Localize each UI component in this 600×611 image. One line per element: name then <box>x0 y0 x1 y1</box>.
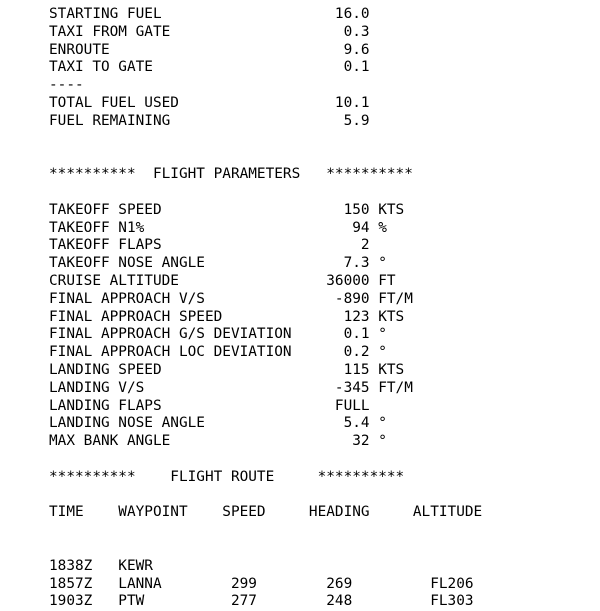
report-line: TAKEOFF NOSE ANGLE 7.3 ° <box>49 255 387 272</box>
report-line: ********** FLIGHT PARAMETERS ********** <box>49 166 413 183</box>
report-line: TAKEOFF N1% 94 % <box>49 219 387 236</box>
report-line: LANDING SPEED 115 KTS <box>49 361 405 378</box>
report-line: TOTAL FUEL USED 10.1 <box>49 94 370 111</box>
report-line: LANDING NOSE ANGLE 5.4 ° <box>49 415 387 432</box>
report-line: TIME WAYPOINT SPEED HEADING ALTITUDE <box>49 504 483 521</box>
report-line: ********** FLIGHT ROUTE ********** <box>49 468 405 485</box>
report-line: FINAL APPROACH LOC DEVIATION 0.2 ° <box>49 344 387 361</box>
report-line: TAXI TO GATE 0.1 <box>49 59 370 76</box>
report-line: FINAL APPROACH G/S DEVIATION 0.1 ° <box>49 326 387 343</box>
report-line: 1903Z PTW 277 248 FL303 <box>49 593 474 610</box>
report-line: CRUISE ALTITUDE 36000 FT <box>49 272 396 289</box>
report-line: LANDING V/S -345 FT/M <box>49 379 413 396</box>
flight-report-text <box>49 6 482 611</box>
report-line: LANDING FLAPS FULL <box>49 397 370 414</box>
report-line: FINAL APPROACH SPEED 123 KTS <box>49 308 405 325</box>
report-line: 1838Z KEWR <box>49 557 153 574</box>
report-line: ENROUTE 9.6 <box>49 41 370 58</box>
report-line: TAKEOFF FLAPS 2 <box>49 237 370 254</box>
report-line: 1857Z LANNA 299 269 FL206 <box>49 575 474 592</box>
report-line: TAKEOFF SPEED 150 KTS <box>49 201 405 218</box>
report-line: ---- <box>49 77 84 94</box>
report-line: STARTING FUEL 16.0 <box>49 6 370 22</box>
report-line: MAX BANK ANGLE 32 ° <box>49 433 387 450</box>
report-line: TAXI FROM GATE 0.3 <box>49 23 370 40</box>
report-line: FUEL REMAINING 5.9 <box>49 112 370 129</box>
report-line: FINAL APPROACH V/S -890 FT/M <box>49 290 413 307</box>
